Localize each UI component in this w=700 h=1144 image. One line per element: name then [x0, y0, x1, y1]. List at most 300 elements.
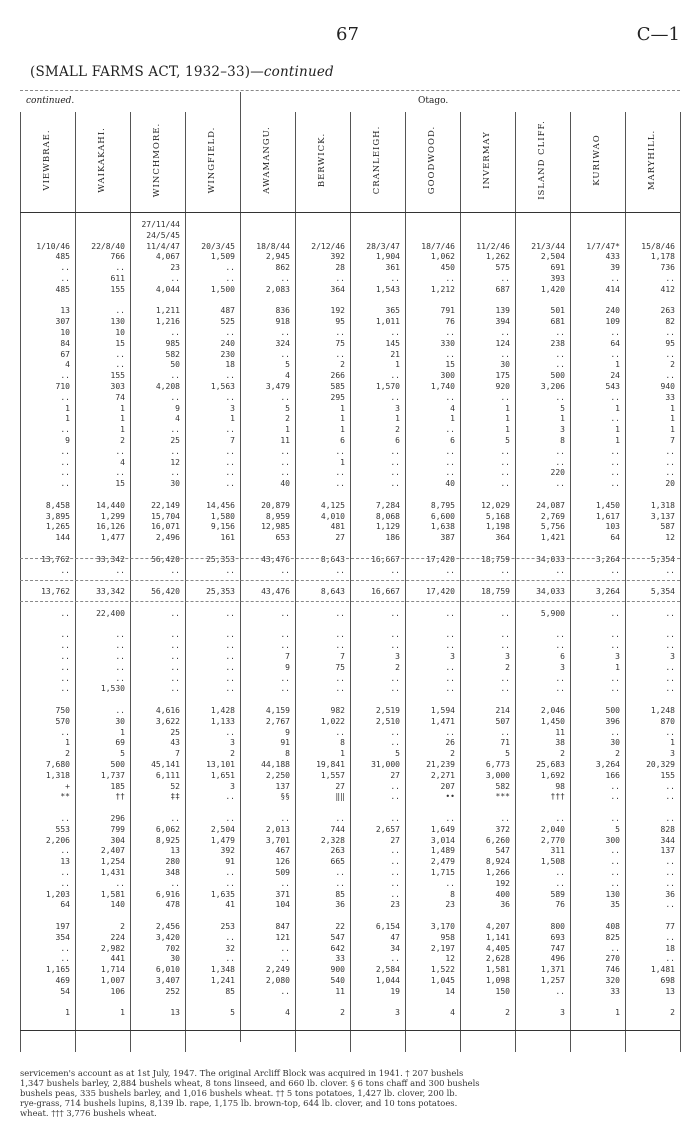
table-cell: 7	[340, 652, 345, 661]
table-cell: ..	[445, 349, 455, 359]
table-cell: ..	[610, 392, 620, 402]
table-row	[20, 998, 680, 1008]
table-cell: 98	[555, 781, 565, 791]
table-cell: 364	[495, 533, 510, 543]
table-cell: 540	[330, 976, 345, 985]
table-cell: 311	[550, 846, 565, 856]
table-cell: 12	[445, 954, 455, 964]
table-cell: ..	[115, 468, 125, 478]
table-cell: ..	[170, 371, 180, 381]
table-cell: 1,489	[430, 846, 455, 856]
table-row	[20, 522, 680, 532]
table-cell: 17,420	[426, 587, 455, 597]
table-cell: 1	[450, 414, 455, 424]
table-cell: 175	[495, 371, 510, 381]
table-row	[20, 814, 680, 824]
table-cell: ..	[500, 349, 510, 359]
table-cell: ..	[60, 641, 70, 651]
table-cell: ‡‡	[170, 792, 180, 802]
table-row	[20, 566, 680, 576]
table-cell: ..	[335, 608, 345, 618]
table-cell: 84	[60, 338, 70, 348]
table-cell: 67	[60, 349, 70, 359]
table-cell: ..	[115, 565, 125, 575]
table-cell: ..	[665, 371, 675, 381]
table-cell: 3,407	[155, 976, 180, 985]
table-cell: 43,476	[261, 554, 290, 564]
table-cell: ..	[555, 814, 565, 823]
table-cell: 920	[495, 382, 510, 391]
table-cell: ..	[60, 371, 70, 381]
table-cell: 12,029	[481, 500, 510, 510]
table-cell: 12,985	[261, 522, 290, 532]
table-cell: ..	[665, 468, 675, 478]
table-row	[20, 263, 680, 273]
table-cell: ..	[500, 457, 510, 467]
table-cell: ..	[445, 878, 455, 888]
table-cell: ..	[225, 371, 235, 381]
table-row	[20, 825, 680, 835]
table-row	[20, 944, 680, 954]
table-cell: ..	[390, 608, 400, 618]
table-cell: 2	[65, 749, 70, 759]
table-cell: 750	[55, 706, 70, 715]
table-row	[20, 836, 680, 846]
table-cell: 4,125	[320, 500, 345, 510]
table-cell: ..	[225, 814, 235, 823]
table-cell: 11	[280, 436, 290, 445]
table-cell: ..	[390, 274, 400, 283]
table-cell: 16,126	[96, 522, 125, 532]
table-cell: 14	[445, 986, 455, 996]
table-cell: 1	[505, 403, 510, 413]
table-cell: 220	[550, 468, 565, 478]
table-cell: ..	[60, 943, 70, 953]
table-cell: ..	[665, 608, 675, 618]
table-cell: ..	[335, 630, 345, 640]
table-cell: 1,570	[375, 382, 400, 391]
table-cell: 5	[505, 749, 510, 759]
table-cell: 1,044	[375, 976, 400, 985]
table-cell: 1	[340, 749, 345, 759]
table-cell: 3	[670, 652, 675, 661]
table-cell: 364	[330, 284, 345, 294]
table-cell: ..	[60, 479, 70, 489]
table-cell: 21,239	[426, 760, 455, 769]
table-cell: §§	[280, 792, 290, 802]
table-cell: ..	[60, 468, 70, 478]
table-cell: ..	[390, 727, 400, 737]
table-row	[20, 576, 680, 586]
table-row	[20, 544, 680, 554]
table-cell: 7	[175, 749, 180, 759]
table-cell: ..	[500, 814, 510, 823]
table-cell: 1	[615, 1008, 620, 1018]
table-row	[20, 512, 680, 522]
table-cell: 500	[550, 371, 565, 381]
table-cell: 15/8/46	[641, 241, 675, 251]
table-row	[20, 404, 680, 414]
table-cell: 38	[555, 738, 565, 748]
table-row	[20, 728, 680, 738]
table-cell: 21/3/44	[531, 241, 565, 251]
table-cell: 500	[605, 706, 620, 715]
table-cell: ..	[445, 608, 455, 618]
table-cell: 1	[285, 425, 290, 435]
table-cell: 95	[335, 317, 345, 327]
table-cell: 1,715	[430, 868, 455, 877]
table-cell: 1	[670, 738, 675, 748]
table-cell: 3,264	[595, 587, 620, 597]
table-cell: 1,062	[430, 252, 455, 262]
table-cell: 2,249	[265, 965, 290, 975]
table-cell: 1,241	[210, 976, 235, 985]
table-cell: 2	[120, 436, 125, 445]
table-cell: ..	[610, 328, 620, 337]
table-cell: 1,617	[595, 511, 620, 521]
table-cell: ..	[610, 349, 620, 359]
table-cell: 1,262	[485, 252, 510, 262]
table-cell: 69	[115, 738, 125, 748]
table-cell: 4	[65, 360, 70, 370]
table-cell: 1	[120, 414, 125, 424]
table-cell: 1	[120, 727, 125, 737]
table-cell: 1	[120, 425, 125, 435]
table-cell: 34	[390, 943, 400, 953]
table-cell: 22,400	[96, 608, 125, 618]
table-cell: 1,022	[320, 716, 345, 726]
table-cell: 2,504	[210, 824, 235, 834]
table-cell: 412	[660, 284, 675, 294]
table-cell: 2,945	[265, 252, 290, 262]
table-cell: ..	[555, 878, 565, 888]
table-row	[20, 306, 680, 316]
table-cell: ..	[170, 673, 180, 683]
table-row	[20, 684, 680, 694]
table-cell: ..	[445, 457, 455, 467]
table-cell: 1,211	[155, 306, 180, 316]
table-cell: 4	[450, 403, 455, 413]
table-cell: 104	[275, 900, 290, 910]
table-cell: ..	[445, 328, 455, 337]
table-cell: 3	[560, 1008, 565, 1018]
table-cell: ..	[555, 349, 565, 359]
table-cell: 642	[330, 943, 345, 953]
table-cell: 4,067	[155, 252, 180, 262]
table-cell: ..	[60, 457, 70, 467]
table-cell: 5,354	[650, 554, 675, 564]
table-cell: 3,137	[650, 511, 675, 521]
table-cell: ..	[170, 446, 180, 456]
table-row	[20, 360, 680, 370]
table-cell: 1,178	[650, 252, 675, 262]
table-cell: ..	[225, 878, 235, 888]
table-row	[20, 782, 680, 792]
table-cell: ..	[225, 425, 235, 435]
table-cell: 1	[670, 414, 675, 424]
table-cell: ..	[115, 446, 125, 456]
table-cell: ..	[500, 392, 510, 402]
table-cell: 145	[385, 338, 400, 348]
table-cell: 570	[55, 716, 70, 726]
table-cell: 394	[495, 317, 510, 327]
table-cell: 408	[605, 922, 620, 931]
table-cell: 547	[330, 932, 345, 942]
table-cell: 1,371	[540, 965, 565, 975]
table-cell: 6,773	[485, 760, 510, 769]
table-cell: ..	[225, 274, 235, 283]
table-cell: 870	[660, 716, 675, 726]
table-cell: ..	[60, 673, 70, 683]
table-cell: 18/7/46	[421, 241, 455, 251]
table-cell: ..	[280, 641, 290, 651]
table-cell: ..	[280, 608, 290, 618]
table-cell: ..	[610, 641, 620, 651]
divider	[20, 90, 680, 91]
table-cell: ..	[665, 673, 675, 683]
table-cell: 547	[495, 846, 510, 856]
table-cell: 3	[395, 1008, 400, 1018]
table-cell: ..	[610, 727, 620, 737]
table-cell: 1,737	[100, 770, 125, 780]
table-cell: 1	[395, 360, 400, 370]
table-cell: ..	[555, 446, 565, 456]
table-cell: 150	[495, 986, 510, 996]
table-cell: ..	[390, 392, 400, 402]
table-cell: 1,522	[430, 965, 455, 975]
table-cell: ..	[115, 630, 125, 640]
table-cell: 36	[665, 889, 675, 899]
table-cell: 10	[60, 328, 70, 337]
table-cell: ..	[60, 630, 70, 640]
table-cell: ..	[225, 328, 235, 337]
table-cell: ..	[225, 932, 235, 942]
table-cell: 20,329	[646, 760, 675, 769]
table-cell: 12	[170, 457, 180, 467]
table-cell: 2	[505, 1008, 510, 1018]
table-cell: ••	[445, 792, 455, 802]
table-cell: 74	[115, 392, 125, 402]
table-cell: ..	[170, 565, 180, 575]
table-cell: ..	[555, 565, 565, 575]
table-cell: 6,062	[155, 824, 180, 834]
table-cell: 45,141	[151, 760, 180, 769]
table-cell: 1	[670, 403, 675, 413]
section-rule	[20, 580, 680, 581]
table-cell: 5	[120, 749, 125, 759]
table-cell: 450	[440, 263, 455, 273]
table-cell: ..	[170, 630, 180, 640]
table-cell: 1,248	[650, 706, 675, 715]
table-cell: 23	[170, 263, 180, 273]
table-cell: 27/11/44	[141, 220, 180, 229]
table-cell: ..	[280, 943, 290, 953]
table-cell: 3,895	[45, 511, 70, 521]
table-cell: 76	[555, 900, 565, 910]
table-cell: ..	[225, 392, 235, 402]
table-row	[20, 846, 680, 856]
column-header: CRANLEIGH.	[372, 125, 382, 195]
table-cell: ..	[610, 630, 620, 640]
table-cell: 354	[55, 932, 70, 942]
table-cell: 365	[385, 306, 400, 316]
table-cell: 263	[330, 846, 345, 856]
table-cell: 1,165	[45, 965, 70, 975]
table-cell: 4,616	[155, 706, 180, 715]
table-cell: 33,342	[96, 587, 125, 597]
table-row	[20, 274, 680, 284]
table-cell: 582	[495, 781, 510, 791]
table-cell: 940	[660, 382, 675, 391]
table-cell: 130	[110, 317, 125, 327]
table-cell: ..	[665, 857, 675, 867]
table-cell: ..	[500, 641, 510, 651]
table-cell: 1,216	[155, 317, 180, 327]
table-cell: 836	[275, 306, 290, 316]
table-cell: 2	[285, 414, 290, 424]
table-cell: 553	[55, 824, 70, 834]
table-cell: 361	[385, 263, 400, 273]
table-cell: 15	[115, 338, 125, 348]
table-cell: 1,649	[430, 824, 455, 834]
table-cell: 18,759	[481, 587, 510, 597]
table-cell: 8	[340, 738, 345, 748]
table-cell: 372	[495, 824, 510, 834]
table-cell: 8,458	[45, 500, 70, 510]
table-cell: 6,260	[485, 835, 510, 845]
table-cell: 30	[115, 716, 125, 726]
table-cell: 1,635	[210, 889, 235, 899]
table-cell: 296	[110, 814, 125, 823]
table-cell: 121	[275, 932, 290, 942]
table-row	[20, 382, 680, 392]
table-cell: 1,133	[210, 716, 235, 726]
table-cell: ..	[335, 446, 345, 456]
table-cell: 665	[330, 857, 345, 867]
table-cell: 2,767	[265, 716, 290, 726]
table-cell: ..	[280, 328, 290, 337]
table-cell: ..	[390, 814, 400, 823]
table-cell: 3,000	[485, 770, 510, 780]
table-cell: ..	[335, 328, 345, 337]
table-cell: 36	[500, 900, 510, 910]
table-cell: 13,762	[41, 554, 70, 564]
table-cell: 5	[615, 824, 620, 834]
table-cell: 33,342	[96, 554, 125, 564]
table-row	[20, 987, 680, 997]
table-cell: ..	[665, 446, 675, 456]
table-cell: 240	[605, 306, 620, 316]
table-cell: ..	[665, 878, 675, 888]
table-cell: 280	[165, 857, 180, 867]
table-cell: ..	[665, 900, 675, 910]
table-cell: 575	[495, 263, 510, 273]
table-cell: 103	[605, 522, 620, 532]
table-cell: 16,667	[371, 554, 400, 564]
table-cell: 50	[170, 360, 180, 370]
table-cell: 746	[605, 965, 620, 975]
table-cell: 1,580	[210, 511, 235, 521]
table-cell: ..	[445, 684, 455, 694]
table-cell: 22	[335, 922, 345, 931]
table-row	[20, 598, 680, 608]
table-cell: 186	[385, 533, 400, 543]
table-cell: 1,098	[485, 976, 510, 985]
table-cell: ..	[445, 392, 455, 402]
table-cell: ..	[170, 274, 180, 283]
table-cell: ..	[610, 857, 620, 867]
table-cell: 52	[170, 781, 180, 791]
table-cell: ..	[665, 630, 675, 640]
table-cell: 303	[110, 382, 125, 391]
table-cell: †††	[550, 792, 565, 802]
table-cell: ..	[115, 306, 125, 316]
table-cell: ..	[170, 662, 180, 672]
table-cell: 12	[665, 533, 675, 543]
table-cell: ..	[280, 468, 290, 478]
table-cell: 487	[220, 306, 235, 316]
table-cell: 9,156	[210, 522, 235, 532]
table-cell: ..	[335, 684, 345, 694]
table-cell: 392	[330, 252, 345, 262]
document-reference: C—1	[636, 24, 680, 45]
table-cell: 1	[340, 457, 345, 467]
table-cell: 71	[500, 738, 510, 748]
table-cell: 2	[395, 425, 400, 435]
title-main: (SMALL FARMS ACT, 1932–33)—	[30, 64, 264, 80]
table-cell: 54	[60, 986, 70, 996]
table-cell: 1	[340, 403, 345, 413]
table-cell: ..	[500, 630, 510, 640]
table-cell: ..	[60, 274, 70, 283]
table-cell: 2,479	[430, 857, 455, 867]
table-cell: 1,500	[210, 284, 235, 294]
table-cell: ..	[390, 857, 400, 867]
table-cell: ..	[115, 641, 125, 651]
table-cell: 44,188	[261, 760, 290, 769]
table-row	[20, 738, 680, 748]
table-cell: 2	[670, 360, 675, 370]
table-cell: ..	[500, 673, 510, 683]
table-cell: 8,959	[265, 511, 290, 521]
table-cell: 2,013	[265, 824, 290, 834]
table-cell: ..	[665, 727, 675, 737]
table-cell: ..	[610, 565, 620, 575]
table-cell: 64	[610, 533, 620, 543]
table-cell: 1,740	[430, 382, 455, 391]
table-cell: 3,479	[265, 382, 290, 391]
table-cell: ..	[335, 468, 345, 478]
table-cell: 1,203	[45, 889, 70, 899]
table-cell: ..	[610, 414, 620, 424]
table-row	[20, 1008, 680, 1018]
table-cell: 9	[285, 727, 290, 737]
table-cell: 32	[225, 943, 235, 953]
table-row	[20, 533, 680, 543]
table-cell: 2	[450, 749, 455, 759]
table-cell: ..	[610, 814, 620, 823]
table-cell: 847	[275, 922, 290, 931]
table-cell: 13,101	[206, 760, 235, 769]
table-cell: 2,080	[265, 976, 290, 985]
table-cell: 1	[120, 403, 125, 413]
table-cell: 166	[605, 770, 620, 780]
table-cell: ..	[610, 608, 620, 618]
table-cell: ..	[445, 727, 455, 737]
section-rule	[20, 558, 680, 559]
table-cell: 1,266	[485, 868, 510, 877]
table-cell: ..	[555, 673, 565, 683]
